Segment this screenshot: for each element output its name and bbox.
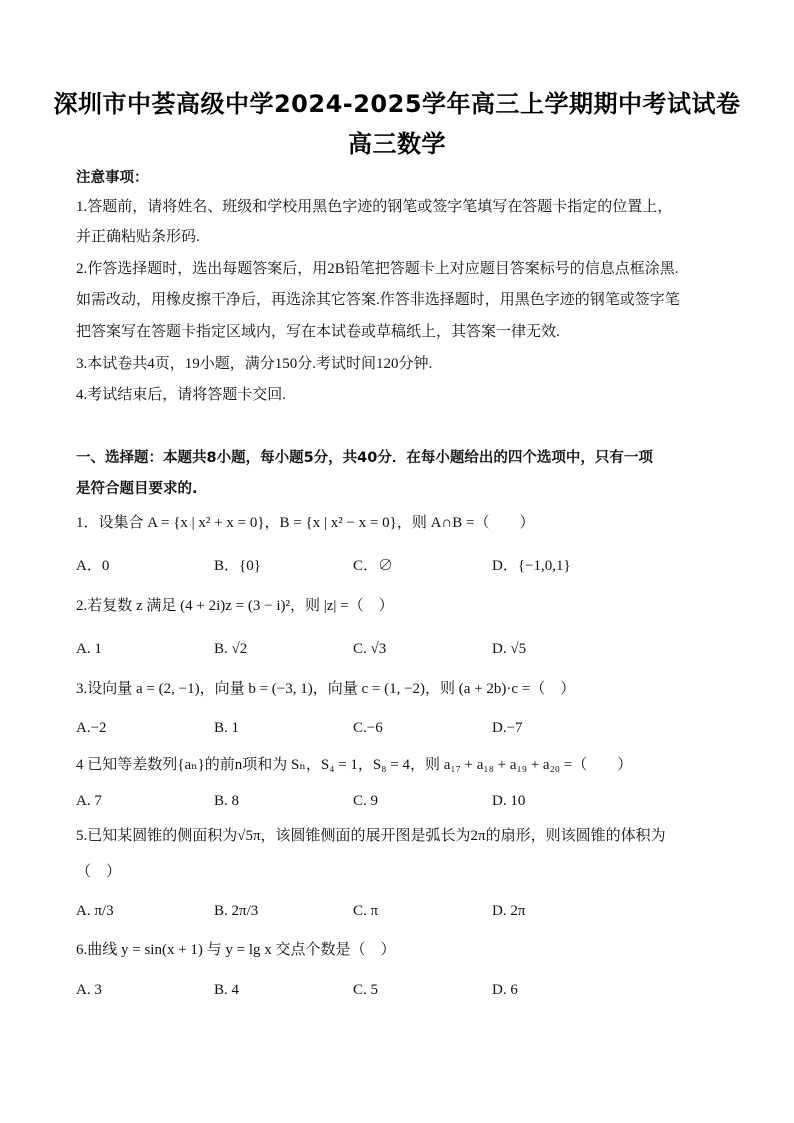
notes-line: 3.本试卷共4页，19小题，满分150分.考试时间120分钟. [76, 356, 433, 372]
question-5-option-c[interactable]: C. π [353, 903, 379, 919]
exam-title: 深圳市中荟高级中学2024-2025学年高三上学期期中考试试卷 [53, 90, 741, 118]
question-4-option-a[interactable]: A. 7 [76, 793, 102, 809]
question-2-option-b[interactable]: B. √2 [214, 641, 248, 657]
notes-line: 并正确粘贴条形码. [76, 229, 200, 245]
section-heading: 一、选择题：本题共8小题，每小题5分，共40分．在每小题给出的四个选项中，只有一项 [76, 450, 653, 466]
question-1-option-a[interactable]: A．0 [76, 558, 110, 574]
notes-line: 如需改动，用橡皮擦干净后，再选涂其它答案.作答非选择题时，用黑色字迹的钢笔或签字笔 [76, 292, 680, 308]
question-3-stem: 3.设向量 a = (2, −1)，向量 b = (−3, 1)，向量 c = (1, −2)，则 (a + 2b)·c =（ ） [76, 681, 576, 697]
notes-line: 把答案写在答题卡指定区域内，写在本试卷或草稿纸上，其答案一律无效. [76, 324, 560, 340]
question-2-option-c[interactable]: C. √3 [353, 641, 387, 657]
question-2-option-a[interactable]: A. 1 [76, 641, 102, 657]
question-2-stem: 2.若复数 z 满足 (4 + 2i)z = (3 − i)²，则 |z| =（ ） [76, 598, 394, 614]
question-5-option-b[interactable]: B. 2π/3 [214, 903, 259, 919]
question-1-option-b[interactable]: B．{0} [214, 558, 261, 574]
question-5-option-a[interactable]: A. π/3 [76, 903, 114, 919]
exam-subtitle: 高三数学 [348, 130, 446, 158]
question-4-option-d[interactable]: D. 10 [492, 793, 526, 809]
question-3-option-b[interactable]: B. 1 [214, 720, 240, 736]
question-2-option-d[interactable]: D. √5 [492, 641, 527, 657]
question-3-option-d[interactable]: D.−7 [492, 720, 523, 736]
question-5-stem: 5.已知某圆锥的侧面积为√5π，该圆锥侧面的展开图是弧长为2π的扇形，则该圆锥的体积为 [76, 828, 666, 844]
notes-line: 2.作答选择题时，选出每题答案后，用2B铅笔把答题卡上对应题目答案标号的信息点框涂黑. [76, 261, 679, 277]
question-5-option-d[interactable]: D. 2π [492, 903, 526, 919]
notes-heading: 注意事项： [76, 170, 149, 186]
question-4-stem: 4 已知等差数列{aₙ}的前n项和为 Sₙ，S₄ = 1，S₈ = 4，则 a₁₇ + a₁₈ + a₁₉ + a₂₀ =（ ） [76, 757, 633, 773]
question-5-stem-cont: （ ） [76, 864, 122, 880]
question-1-stem: 1．设集合 A = {x | x² + x = 0}，B = {x | x² − x = 0}，则 A∩B =（ ） [76, 515, 535, 531]
question-6-option-b[interactable]: B. 4 [214, 982, 240, 998]
question-1-option-c[interactable]: C．∅ [353, 558, 394, 574]
question-6-stem: 6.曲线 y = sin(x + 1) 与 y = lg x 交点个数是（ ） [76, 942, 396, 958]
question-6-option-a[interactable]: A. 3 [76, 982, 102, 998]
notes-line: 4.考试结束后，请将答题卡交回. [76, 387, 287, 403]
section-heading-cont: 是符合题目要求的. [76, 481, 198, 497]
question-4-option-b[interactable]: B. 8 [214, 793, 240, 809]
question-1-option-d[interactable]: D．{−1,0,1} [492, 558, 571, 574]
question-3-option-a[interactable]: A.−2 [76, 720, 107, 736]
question-6-option-d[interactable]: D. 6 [492, 982, 518, 998]
question-4-option-c[interactable]: C. 9 [353, 793, 379, 809]
question-6-option-c[interactable]: C. 5 [353, 982, 379, 998]
notes-line: 1.答题前，请将姓名、班级和学校用黑色字迹的钢笔或签字笔填写在答题卡指定的位置上， [76, 199, 673, 215]
question-3-option-c[interactable]: C.−6 [353, 720, 383, 736]
